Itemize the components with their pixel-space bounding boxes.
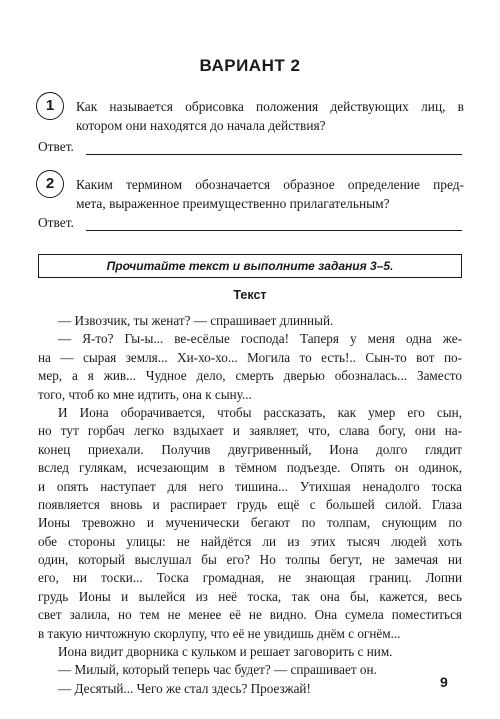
instruction-box: Прочитайте текст и выполните задания 3–5. bbox=[38, 254, 462, 278]
question-1-line-2: котором они находятся до начала действия? bbox=[76, 118, 326, 133]
passage-line: конец приехали. Получив двугривенный, Иона долго глядит bbox=[38, 441, 462, 457]
passage-line: — Извозчик, ты женат? — спрашивает длинный. bbox=[58, 313, 334, 328]
question-text-1 bbox=[76, 97, 464, 135]
answer-line-1[interactable] bbox=[86, 154, 462, 155]
passage-line: обе стороны улицы: не найдётся ли из этих тысяч людей хоть bbox=[38, 533, 462, 549]
passage-line: того, чтоб ко мне идтить, она к сыну... bbox=[38, 386, 252, 402]
passage-line: И Иона оборачивается, чтобы рассказать, как умер его сын, bbox=[58, 404, 462, 420]
passage-line: — Я-то? Гы-ы... ве-есёлые господа! Таперя у меня одна же- bbox=[58, 331, 462, 347]
passage-line: его, ни тоски... Тоска громадная, не знающая границ. Лопни bbox=[38, 570, 462, 586]
passage-line: грудь Ионы и вылейся из неё тоска, так она бы, кажется, весь bbox=[38, 588, 462, 604]
passage-line: — Милый, который теперь час будет? — спрашивает он. bbox=[58, 662, 377, 678]
passage-line: вслед гулякам, исчезающим в тёмном подъезде. Опять он одинок, bbox=[38, 460, 462, 476]
passage-line: но тут горбач легко вздыхает и заявляет, что, слава богу, они на- bbox=[38, 423, 462, 439]
question-number-2: 2 bbox=[36, 170, 64, 198]
passage bbox=[38, 312, 462, 698]
question-number-1: 1 bbox=[36, 92, 64, 120]
page-title: ВАРИАНТ 2 bbox=[199, 56, 301, 75]
passage-line: мер, а я жив... Чудное дело, смерть дверью обозналась... Заместо bbox=[38, 368, 462, 384]
page-number: 9 bbox=[440, 674, 448, 690]
passage-line: один, который выслушал бы его? Но толпы бегут, не замечая ни bbox=[38, 552, 462, 568]
question-2-line-1: Каким термином обозначается образное определение пред- bbox=[76, 177, 464, 192]
passage-line: появляется вновь и распирает грудь ещё с большей силой. Глаза bbox=[38, 496, 462, 512]
passage-line: Иона видит дворника с кульком и решает заговорить с ним. bbox=[58, 644, 393, 660]
question-1-line-1: Как называется обрисовка положения действующих лиц, в bbox=[76, 99, 464, 114]
passage-line: и опять наступает для него тишина... Утихшая ненадолго тоска bbox=[38, 478, 462, 494]
passage-line: свет залила, но тем не менее её не видно. Она сумела поместиться bbox=[38, 607, 462, 623]
answer-label-2: Ответ. bbox=[38, 215, 74, 230]
answer-label-1: Ответ. bbox=[38, 139, 74, 154]
passage-line: в такую ничтожную скорлупу, что её не увидишь днём с огнём... bbox=[38, 625, 401, 641]
passage-line: на — сырая земля... Хи-хо-хо... Могила то есть!.. Сын-то вот по- bbox=[38, 349, 462, 365]
passage-line: — Десятый... Чего же стал здесь? Проезжай! bbox=[58, 680, 311, 696]
question-text-2 bbox=[76, 175, 464, 213]
answer-line-2[interactable] bbox=[86, 230, 462, 231]
text-heading: Текст bbox=[233, 288, 267, 302]
question-2-line-2: мета, выраженное преимущественно прилагательным? bbox=[76, 196, 390, 211]
passage-line: Ионы тревожно и мученически бегают по толпам, снующим по bbox=[38, 515, 462, 531]
